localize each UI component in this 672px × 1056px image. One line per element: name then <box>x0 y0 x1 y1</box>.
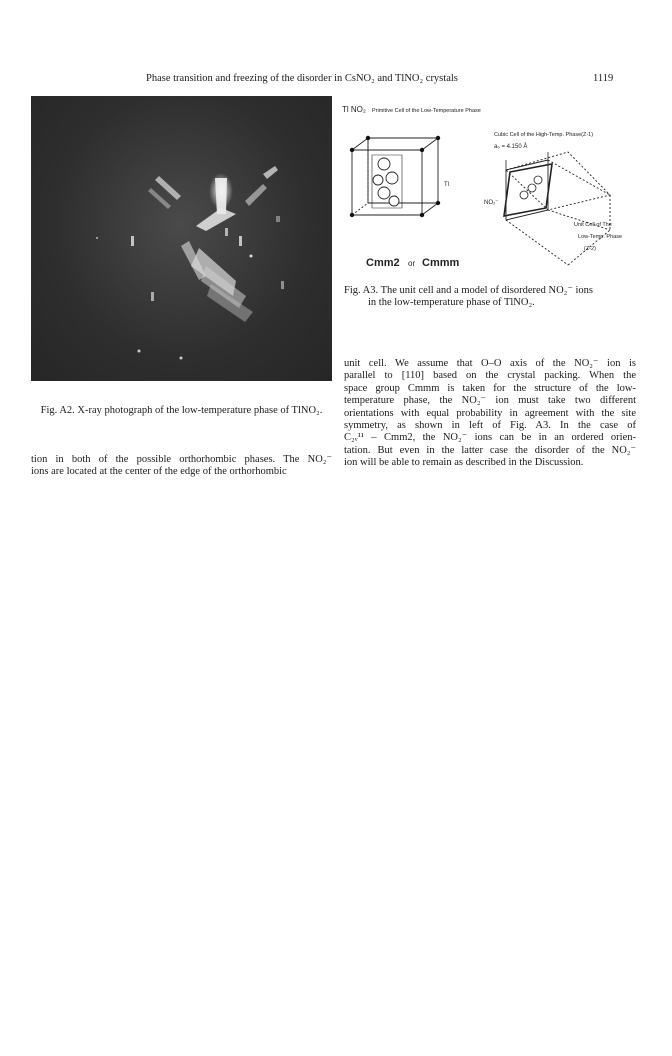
xray-pattern-image <box>31 96 332 381</box>
tl-label: Tl <box>444 182 449 188</box>
unit-cell-label-2: Low-Temp. Phase <box>578 234 623 240</box>
right-column-line: temperature phase, the NO₂⁻ ion must take two different <box>344 395 636 407</box>
right-column-line: tation. But even in the latter case the disorder of the NO₂⁻ <box>344 444 636 456</box>
unit-cell-label-3: (Z-2) <box>584 246 596 252</box>
page-number: 1119 <box>593 73 614 84</box>
figure-a3-caption-line: in the low-temperature phase of TlNO₂. <box>368 297 535 308</box>
left-column-text <box>31 454 332 479</box>
no2-ion-model-right <box>520 176 542 199</box>
figure-a2-caption: Fig. A2. X-ray photograph of the low-temperature phase of TlNO₂. <box>40 405 323 416</box>
unit-cell-label-1: Unit Cell of The <box>574 222 612 228</box>
xray-photograph <box>31 96 332 381</box>
right-column-line: ion will be able to remain as described in the Discussion. <box>344 457 584 469</box>
right-column-line: unit cell. We assume that O–O axis of the NO₂⁻ ion is <box>344 358 636 369</box>
right-column-line: orientations with equal probability in agreement with the site <box>344 407 636 419</box>
figure-a3-caption-line: Fig. A3. The unit cell and a model of disordered NO₂⁻ ions <box>344 285 594 296</box>
right-column-line: space group Cmmm is taken for the structure of the low- <box>344 382 636 394</box>
right-column-line: parallel to [110] based on the crystal packing. When the <box>344 370 636 382</box>
left-column-line: tion in both of the possible orthorhombic phases. The NO₂⁻ <box>31 454 332 465</box>
unit-cell-diagram <box>338 100 638 290</box>
diagram-title: Primitive Cell of the Low-Temperature Phase <box>372 108 481 114</box>
figure-a3-diagram <box>338 100 638 290</box>
right-column-line: C₂ᵥ¹¹ – Cmm2, the NO₂⁻ ions can be in an ordered orien- <box>344 432 636 444</box>
space-group-or: or <box>408 259 416 268</box>
space-group-cmm2: Cmm2 <box>366 257 400 269</box>
diagram-title-formula: Tl NO₂ <box>342 105 366 114</box>
lattice-parameter: a₀ = 4.150 Å <box>494 144 528 150</box>
running-header <box>0 73 672 87</box>
space-group-cmmm: Cmmm <box>422 257 460 269</box>
no2-label: NO₂⁻ <box>484 200 499 206</box>
figure-a3-caption <box>344 285 634 309</box>
right-column-text <box>344 358 636 470</box>
no2-ion-model <box>373 158 399 206</box>
cubic-cell-label: Cubic Cell of the High-Temp. Phase(Z-1) <box>494 132 594 138</box>
left-column-line: ions are located at the center of the edge of the orthorhombic <box>31 466 287 478</box>
right-column-line: symmetry, as shown in left of Fig. A3. In the case of <box>344 420 636 432</box>
running-title: Phase transition and freezing of the disorder in CsNO₂ and TlNO₂ crystals <box>146 73 458 84</box>
